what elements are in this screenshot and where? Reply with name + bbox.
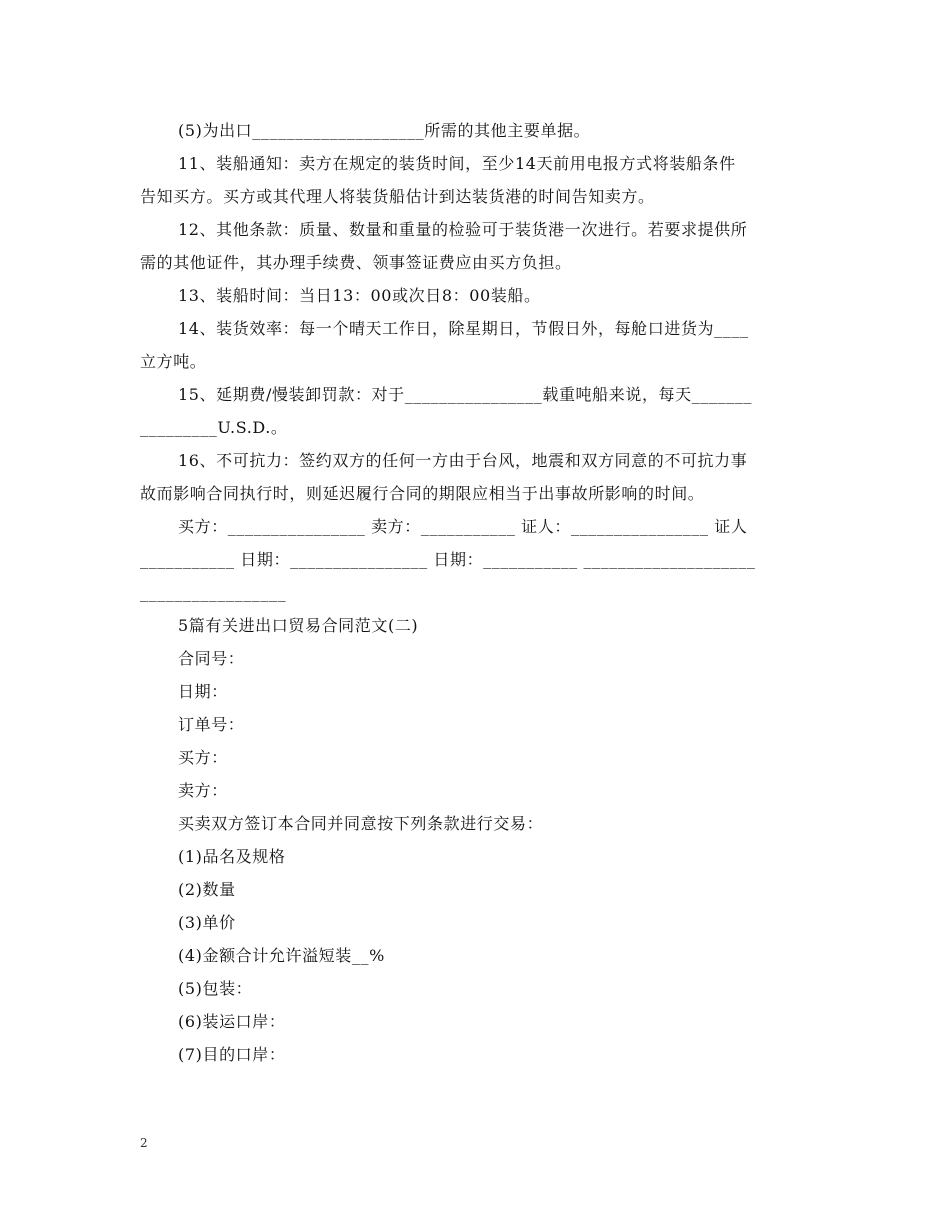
clause-16-line-2: 故而影响合同执行时，则延迟履行合同的期限应相当于出事故所影响的时间。	[140, 484, 705, 503]
seller-field: 卖方：	[178, 781, 228, 800]
clause-11-line-2: 告知买方。买方或其代理人将装货船估计到达装货港的时间告知卖方。	[140, 187, 655, 206]
agreement-statement: 买卖双方签订本合同并同意按下列条款进行交易：	[178, 814, 544, 833]
term-7-destination-port: (7)目的口岸：	[178, 1045, 286, 1064]
signature-line-1: 买方：________________ 卖方：___________ 证人：________________ 证人	[178, 517, 748, 536]
clause-15-line-2: _________U.S.D.。	[140, 418, 288, 437]
date-field: 日期：	[178, 682, 228, 701]
clause-13: 13、装船时间：当日13：00或次日8：00装船。	[178, 286, 541, 305]
term-6-loading-port: (6)装运口岸：	[178, 1012, 286, 1031]
signature-line-3: _________________	[140, 583, 287, 602]
clause-14-line-2: 立方吨。	[140, 352, 207, 371]
contract-number-field: 合同号：	[178, 649, 245, 668]
clause-12-line-1: 12、其他条款：质量、数量和重量的检验可于装货港一次进行。若要求提供所	[178, 220, 748, 239]
item-5-export-documents: (5)为出口____________________所需的其他主要单据。	[178, 121, 591, 140]
clause-14-line-1: 14、装货效率：每一个晴天工作日，除星期日，节假日外，每舱口进货为____	[178, 319, 749, 338]
term-1-name-spec: (1)品名及规格	[178, 847, 286, 866]
clause-16-line-1: 16、不可抗力：签约双方的任何一方由于台风，地震和双方同意的不可抗力事	[178, 451, 748, 470]
signature-line-2: ___________ 日期：________________ 日期：___________ ____________________	[140, 550, 756, 569]
term-3-unit-price: (3)单价	[178, 913, 236, 932]
buyer-field: 买方：	[178, 748, 228, 767]
page-number: 2	[140, 1136, 148, 1150]
section-heading: 5篇有关进出口贸易合同范文(二)	[178, 616, 419, 635]
document-body	[140, 114, 812, 1124]
clause-12-line-2: 需的其他证件，其办理手续费、领事签证费应由买方负担。	[140, 253, 572, 272]
term-4-total-amount: (4)金额合计允许溢短装__%	[178, 946, 385, 965]
order-number-field: 订单号：	[178, 715, 245, 734]
term-2-quantity: (2)数量	[178, 880, 236, 899]
clause-15-line-1: 15、延期费/慢装卸罚款：对于________________载重吨船来说，每天_______	[178, 385, 752, 404]
term-5-packing: (5)包装：	[178, 979, 253, 998]
clause-11-line-1: 11、装船通知：卖方在规定的装货时间，至少14天前用电报方式将装船条件	[178, 154, 736, 173]
